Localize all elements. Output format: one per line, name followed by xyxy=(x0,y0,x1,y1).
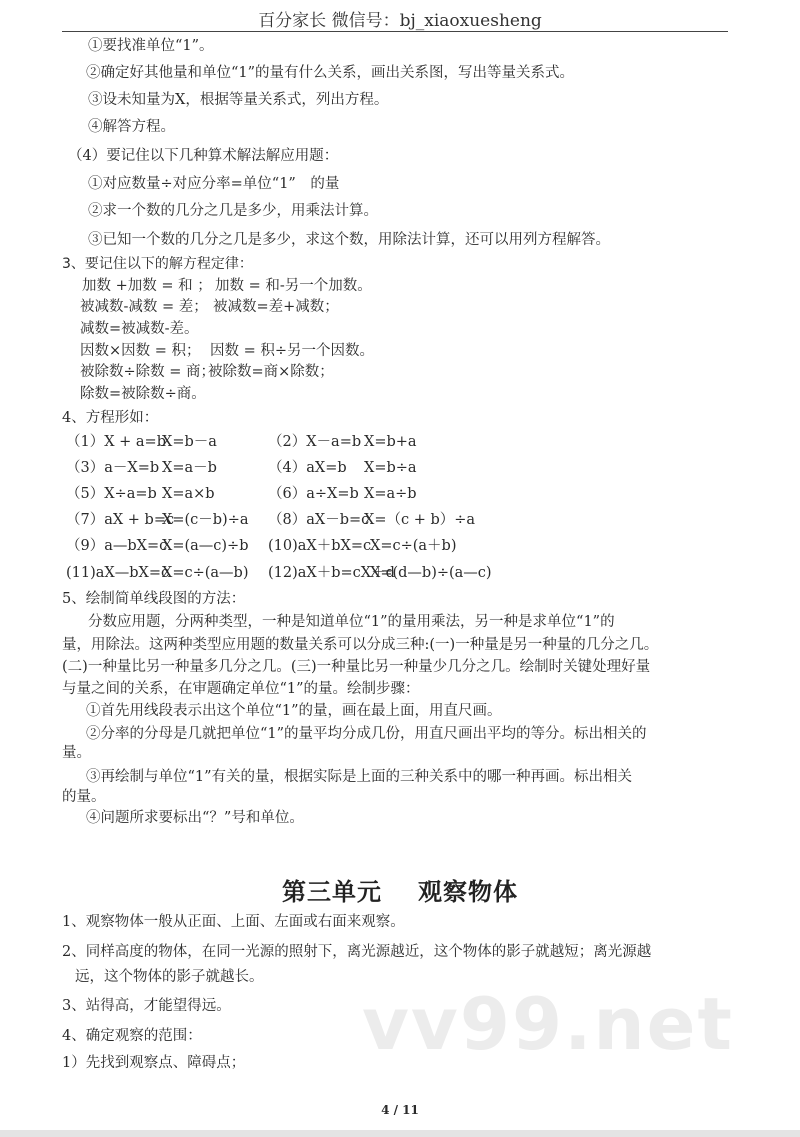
unit-number: 第三单元 xyxy=(282,878,382,906)
equation: （8）aX－b=c xyxy=(268,512,370,528)
equation: （5）X÷a=b xyxy=(66,486,157,502)
law: 因数×因数 = 积； xyxy=(80,343,201,359)
unit-title xyxy=(0,872,800,907)
equation: (10)aX＋bX=c xyxy=(268,538,372,554)
paragraph-line: 与量之间的关系，在审题确定单位“1”的量。绘制步骤： xyxy=(62,681,420,697)
rule-line: ①对应数量÷对应分率=单位“1” 的量 xyxy=(88,176,340,192)
equation-solution: X=b÷a xyxy=(364,460,417,476)
step-line: ②确定好其他量和单位“1”的量有什么关系，画出关系图，写出等量关系式。 xyxy=(86,65,575,81)
section-heading: （4）要记住以下几种算术解法解应用题： xyxy=(68,148,339,164)
paragraph-line: ②分率的分母是几就把单位“1”的量平均分成几份，用直尺画出平均的等分。标出相关的 xyxy=(86,726,647,742)
unit-line: 2、同样高度的物体，在同一光源的照射下，离光源越近，这个物体的影子就越短；离光源越 xyxy=(62,944,652,960)
equation: （6）a÷X=b xyxy=(268,486,359,502)
equation-solution: X=(a—c)÷b xyxy=(162,538,249,554)
section-heading: 5、绘制简单线段图的方法： xyxy=(62,591,246,607)
watermark: vv99.net xyxy=(362,982,734,1066)
law: 被减数-减数 = 差； xyxy=(80,299,208,315)
paragraph-line: ③再绘制与单位“1”有关的量，根据实际是上面的三种关系中的哪一种再画。标出相关 xyxy=(86,769,633,785)
rule-line: ③已知一个数的几分之几是多少，求这个数，用除法计算，还可以用列方程解答。 xyxy=(88,232,610,248)
equation: (11)aX—bX=c xyxy=(66,565,170,581)
section-heading: 4、方程形如： xyxy=(62,410,159,426)
page-header: 百分家长 微信号：bj_xiaoxuesheng xyxy=(258,11,542,31)
paragraph-line: 量，用除法。这两种类型应用题的数量关系可以分成三种:(一)一种量是另一种量的几分之几。 xyxy=(62,637,659,653)
equation: （9）a—bX=c xyxy=(66,538,168,554)
law: 减数=被减数-差。 xyxy=(80,321,199,337)
equation-solution: X=(c－b)÷a xyxy=(162,512,249,528)
equation: （3）a－X=b xyxy=(66,460,160,476)
step-line: ④解答方程。 xyxy=(88,119,175,135)
section-heading: 3、要记住以下的解方程定律： xyxy=(62,256,253,272)
equation-solution: X=a×b xyxy=(162,486,215,502)
page-number: 4 / 11 xyxy=(381,1103,419,1117)
equation-solution: X=（c + b）÷a xyxy=(364,512,476,528)
unit-line: 1）先找到观察点、障碍点； xyxy=(62,1055,246,1071)
equation: (12)aX＋b=cX＋d xyxy=(268,565,395,581)
unit-line: 远，这个物体的影子就越长。 xyxy=(75,969,264,985)
unit-name: 观察物体 xyxy=(418,878,518,906)
unit-line: 3、站得高，才能望得远。 xyxy=(62,998,231,1014)
equation-solution: X=b－a xyxy=(162,434,217,450)
equation-solution: X=b+a xyxy=(364,434,417,450)
paragraph-line: 的量。 xyxy=(62,789,106,805)
step-line: ③设未知量为X，根据等量关系式，列出方程。 xyxy=(88,92,389,108)
step-line: ①要找准单位“1”。 xyxy=(88,38,214,54)
law: 加数 +加数 = 和 ； xyxy=(82,278,212,294)
law: 因数 = 积÷另一个因数。 xyxy=(210,343,375,359)
law: 除数=被除数÷商。 xyxy=(80,386,206,402)
equation-solution: X=(d—b)÷(a—c) xyxy=(370,565,492,581)
unit-line: 1、观察物体一般从正面、上面、左面或右面来观察。 xyxy=(62,914,405,930)
equation: （7）aX + b=c xyxy=(66,512,175,528)
viewer-bottom-bar xyxy=(0,1130,800,1137)
equation-solution: X=c÷(a＋b) xyxy=(370,538,457,554)
equation-solution: X=c÷(a—b) xyxy=(162,565,249,581)
law: 被除数÷除数 = 商； xyxy=(80,364,216,380)
unit-line: 4、确定观察的范围： xyxy=(62,1028,202,1044)
law: 被除数=商×除数； xyxy=(208,364,334,380)
paragraph-line: 量。 xyxy=(62,745,91,761)
paragraph-line: 分数应用题，分两种类型，一种是知道单位“1”的量用乘法，另一种是求单位“1”的 xyxy=(88,614,615,630)
equation-solution: X=a－b xyxy=(162,460,217,476)
rule-line: ②求一个数的几分之几是多少，用乘法计算。 xyxy=(88,203,378,219)
equation-solution: X=a÷b xyxy=(364,486,417,502)
equation: （2）X－a=b xyxy=(268,434,362,450)
equation: （1）X + a=b xyxy=(66,434,166,450)
law: 被减数=差+减数； xyxy=(213,299,339,315)
law: 加数 = 和-另一个加数。 xyxy=(215,278,372,294)
paragraph-line: ④问题所求要标出“？”号和单位。 xyxy=(86,810,304,826)
equation: （4）aX=b xyxy=(268,460,347,476)
paragraph-line: (二)一种量比另一种量多几分之几。(三)一种量比另一种量少几分之几。绘制时关键处理好量 xyxy=(62,659,651,675)
header-rule xyxy=(62,31,728,32)
paragraph-line: ①首先用线段表示出这个单位“1”的量，画在最上面，用直尺画。 xyxy=(86,703,502,719)
